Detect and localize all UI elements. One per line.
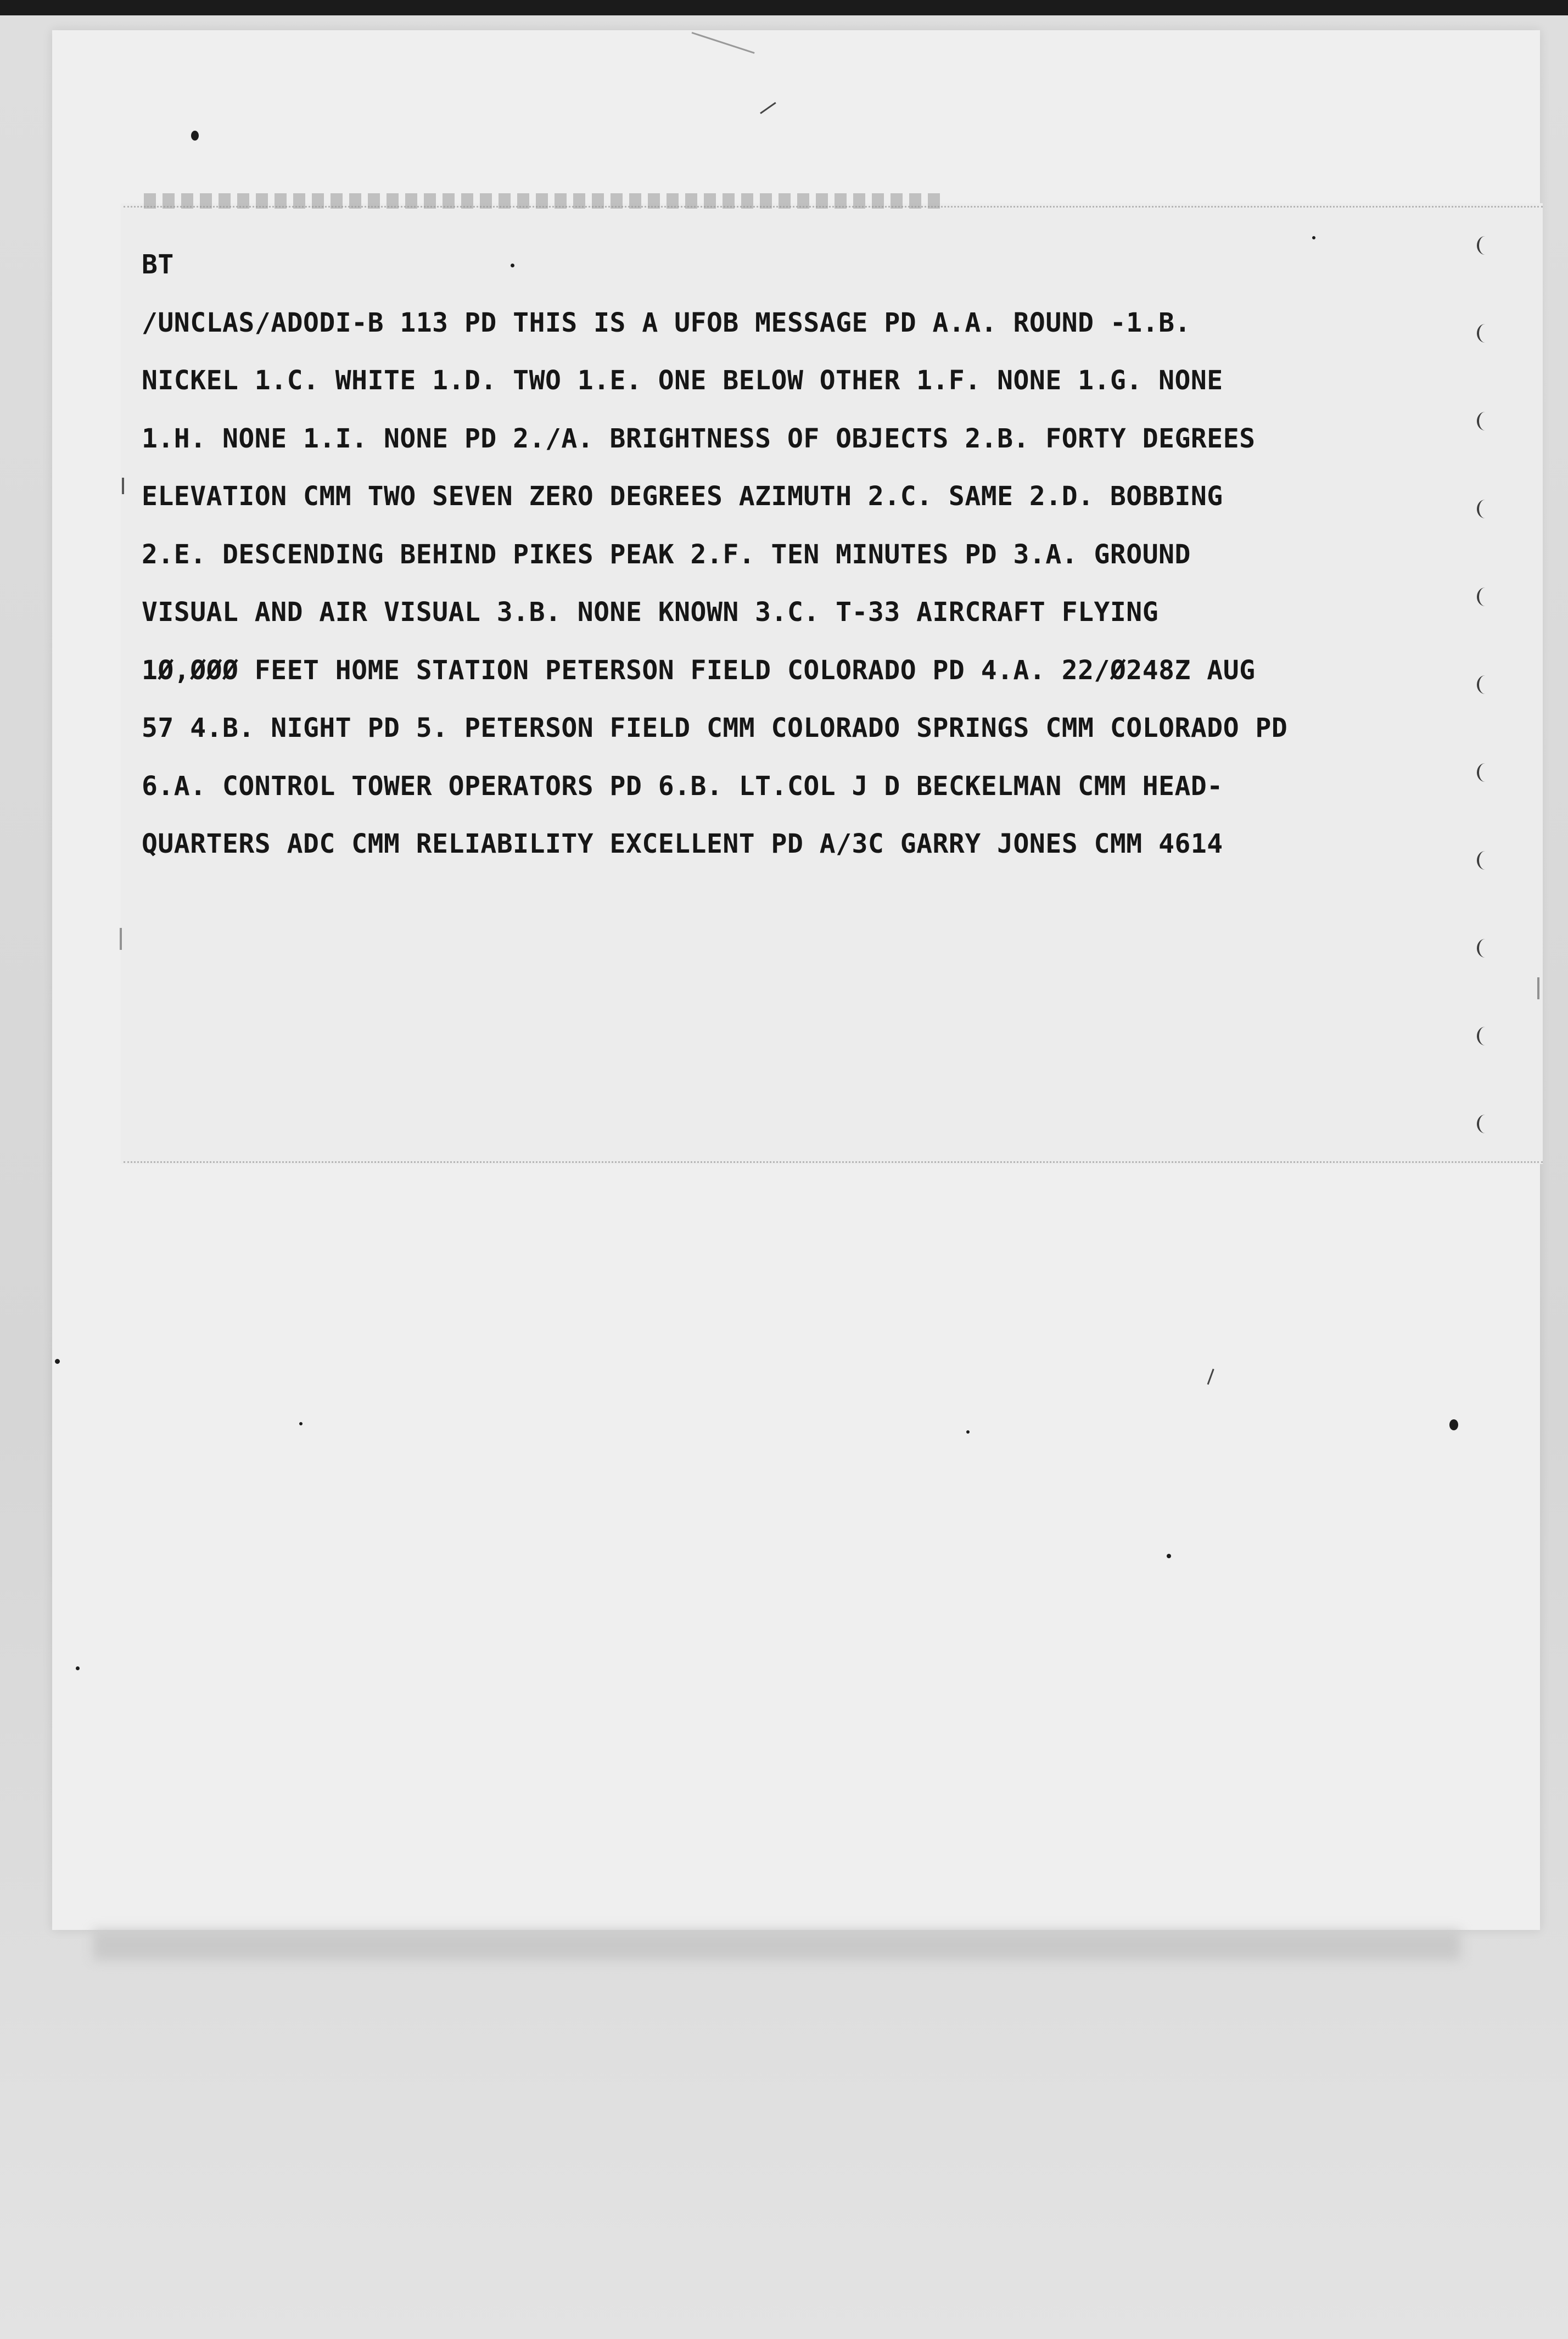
obscured-header-line	[144, 193, 945, 209]
sprocket-mark	[1477, 587, 1493, 606]
dust-speck	[1312, 236, 1315, 239]
sprocket-mark	[1477, 412, 1493, 430]
sprocket-mark	[1477, 1115, 1493, 1133]
sprocket-mark	[1477, 500, 1493, 518]
margin-tick	[1537, 977, 1539, 999]
message-line: BT	[142, 249, 174, 280]
message-line: 1.H. NONE 1.I. NONE PD 2./A. BRIGHTNESS OF OBJECTS 2.B. FORTY DEGREES	[142, 423, 1256, 454]
message-line: ELEVATION CMM TWO SEVEN ZERO DEGREES AZIMUTH 2.C. SAME 2.D. BOBBING	[142, 481, 1223, 512]
message-line: /UNCLAS/ADODI-B 113 PD THIS IS A UFOB MESSAGE PD A.A. ROUND -1.B.	[142, 307, 1191, 338]
dust-speck	[76, 1666, 80, 1670]
message-line: VISUAL AND AIR VISUAL 3.B. NONE KNOWN 3.C. T-33 AIRCRAFT FLYING	[142, 597, 1159, 628]
scan-top-edge	[0, 0, 1568, 15]
form-bottom-rule	[124, 1161, 1543, 1163]
sprocket-mark	[1477, 324, 1493, 343]
message-line: NICKEL 1.C. WHITE 1.D. TWO 1.E. ONE BELOW OTHER 1.F. NONE 1.G. NONE	[142, 365, 1223, 396]
message-line: 2.E. DESCENDING BEHIND PIKES PEAK 2.F. TEN MINUTES PD 3.A. GROUND	[142, 539, 1191, 570]
teletype-message	[142, 236, 1459, 874]
sprocket-mark	[1477, 1027, 1493, 1045]
dust-speck	[1449, 1419, 1458, 1430]
sprocket-mark	[1477, 763, 1493, 782]
message-line: QUARTERS ADC CMM RELIABILITY EXCELLENT PD A/3C GARRY JONES CMM 4614	[142, 829, 1223, 859]
dust-speck	[511, 264, 514, 267]
sheet-shadow	[93, 1930, 1460, 1960]
sprocket-mark	[1477, 851, 1493, 870]
sprocket-mark	[1477, 939, 1493, 958]
sprocket-mark	[1477, 675, 1493, 694]
sprocket-mark	[1477, 236, 1493, 255]
margin-tick	[122, 478, 124, 494]
dust-speck	[191, 131, 199, 141]
dust-speck	[966, 1430, 970, 1434]
dust-speck	[1167, 1554, 1171, 1558]
message-line: 1Ø,ØØØ FEET HOME STATION PETERSON FIELD COLORADO PD 4.A. 22/Ø248Z AUG	[142, 654, 1256, 686]
dust-speck	[299, 1422, 303, 1425]
dust-speck	[55, 1359, 60, 1364]
message-line: 6.A. CONTROL TOWER OPERATORS PD 6.B. LT.COL J D BECKELMAN CMM HEAD-	[142, 770, 1223, 802]
message-line: 57 4.B. NIGHT PD 5. PETERSON FIELD CMM COLORADO SPRINGS CMM COLORADO PD	[142, 713, 1288, 743]
margin-tick	[120, 928, 122, 950]
